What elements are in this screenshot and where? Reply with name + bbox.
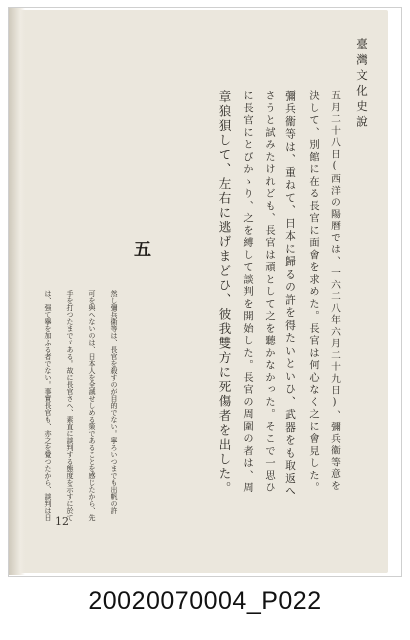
text-column: に長官にとびかゝり、之を縛して談判を開始した。長官の周圍の者は、周 (241, 90, 253, 495)
text-column: 手を打つたまでゞある。故に長官さへ、素直に談判する態度を示すに於て (66, 290, 74, 521)
text-column: は、强て擧を加ふる者でない。事實長官も、亦之を覺つたから、談判は日 (44, 290, 52, 521)
running-header: 臺灣文化史說 (355, 38, 369, 131)
text-column: 然し彌兵衞等は、長官を殺すのが目的でない。寧ろいつまでも出帆の許 (110, 290, 118, 514)
text-column: 可を與へないのは、日本人を全滅せしめる策であることを感じたから、先 (88, 290, 96, 521)
text-column: 決して、別館に在る長官に面會を求めた。長官は何心なく之に會見した。 (307, 90, 319, 495)
page-spine-shadow (9, 8, 25, 575)
image-caption: 20020070004_P022 (88, 587, 322, 615)
text-column: 五月二十八日(西洋の陽曆では、一六二八年六月二十九日)、彌兵衞等意を (329, 90, 340, 492)
text-column: 彌兵衞等は、重ねて、日本に歸るの許を得たいといひ、武器をも取返へ (284, 90, 297, 498)
section-heading: 五 (130, 240, 150, 263)
page-number: 12 (55, 515, 69, 528)
text-column: 章狼狽して、左右に逃げまどひ、彼我雙方に死傷者を出した。 (217, 90, 232, 496)
text-column: さうと試みたけれども、長官は頑として之を聽かなかった。そこで一思ひ (263, 90, 275, 495)
